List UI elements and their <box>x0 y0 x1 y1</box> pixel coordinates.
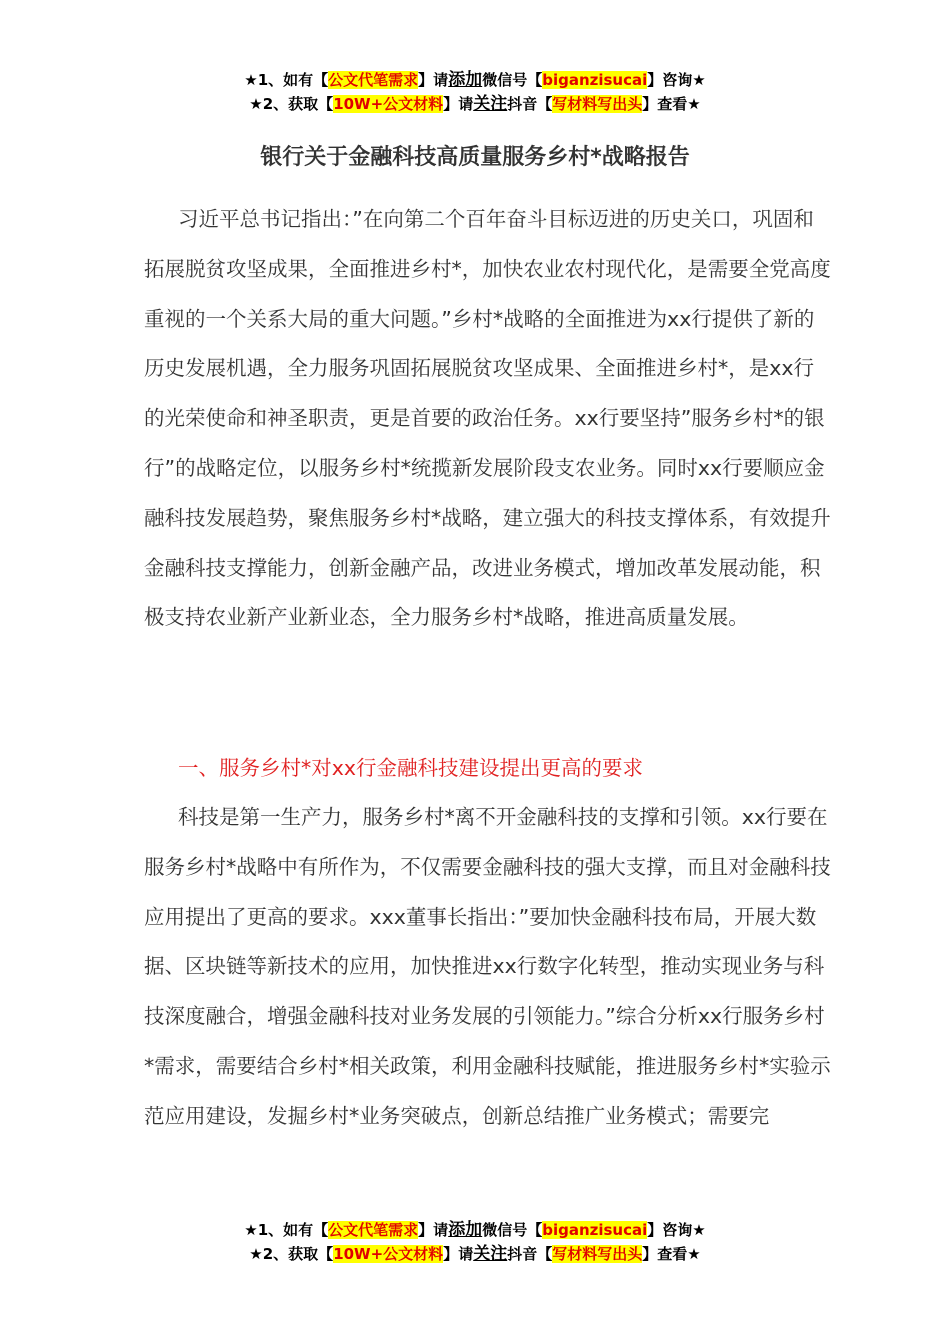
bottom-notice <box>0 1218 950 1266</box>
highlight-douyin-account: 写材料写出头 <box>552 95 643 113</box>
highlight-wechat-id: biganzisucai <box>542 71 648 89</box>
highlight-writing-service: 公文代笔需求 <box>328 71 419 89</box>
notice-line-2: ★2、获取【10W+公文材料】请关注抖音【写材料写出头】查看★ <box>249 1244 701 1264</box>
notice-line-2: ★2、获取【10W+公文材料】请关注抖音【写材料写出头】查看★ <box>249 94 701 114</box>
top-notice <box>0 68 950 116</box>
notice-line-1: ★1、如有【公文代笔需求】请添加微信号【biganzisucai】咨询★ <box>244 70 706 90</box>
highlight-wechat-id: biganzisucai <box>542 1221 648 1239</box>
section-heading-1: 一、服务乡村*对xx行金融科技建设提出更高的要求 <box>178 756 644 780</box>
document-title: 银行关于金融科技高质量服务乡村*战略报告 <box>260 145 690 170</box>
notice-line-1: ★1、如有【公文代笔需求】请添加微信号【biganzisucai】咨询★ <box>244 1220 706 1240</box>
highlight-writing-service: 公文代笔需求 <box>328 1221 419 1239</box>
paragraph-intro: 习近平总书记指出：”在向第二个百年奋斗目标迈进的历史关口，巩固和拓展脱贫攻坚成果，全面推进乡村*，加快农业农村现代化，是需要全党高度重视的一个关系大局的重大问题。”乡村*战略的全面推进为xx行提供了新的历史发展机遇，全力服务巩固拓展脱贫攻坚成果、全面推进乡村*，是xx行的光荣使命和神圣职责，更是首要的政治任务。xx行要坚持”服务乡村*的银行”的战略定位，以服务乡村*统揽新发展阶段支农业务。同时xx行要顺应金融科技发展趋势，聚焦服务乡村*战略，建立强大的科技支撑体系，有效提升金融科技支撑能力，创新金融产品，改进业务模式，增加改革发展动能，积极支持农业新产业新业态，全力服务乡村*战略，推进高质量发展。 <box>144 207 831 630</box>
paragraph-section-1: 科技是第一生产力，服务乡村*离不开金融科技的支撑和引领。xx行要在服务乡村*战略中有所作为，不仅需要金融科技的强大支撑，而且对金融科技应用提出了更高的要求。xxx董事长指出：”要加快金融科技布局，开展大数据、区块链等新技术的应用，加快推进xx行数字化转型，推动实现业务与科技深度融合，增强金融科技对业务发展的引领能力。”综合分析xx行服务乡村*需求，需要结合乡村*相关政策，利用金融科技赋能，推进服务乡村*实验示范应用建设，发掘乡村*业务突破点，创新总结推广业务模式；需要完 <box>144 805 831 1128</box>
highlight-douyin-account: 写材料写出头 <box>552 1245 643 1263</box>
highlight-materials: 10W+公文材料 <box>333 95 444 113</box>
highlight-materials: 10W+公文材料 <box>333 1245 444 1263</box>
